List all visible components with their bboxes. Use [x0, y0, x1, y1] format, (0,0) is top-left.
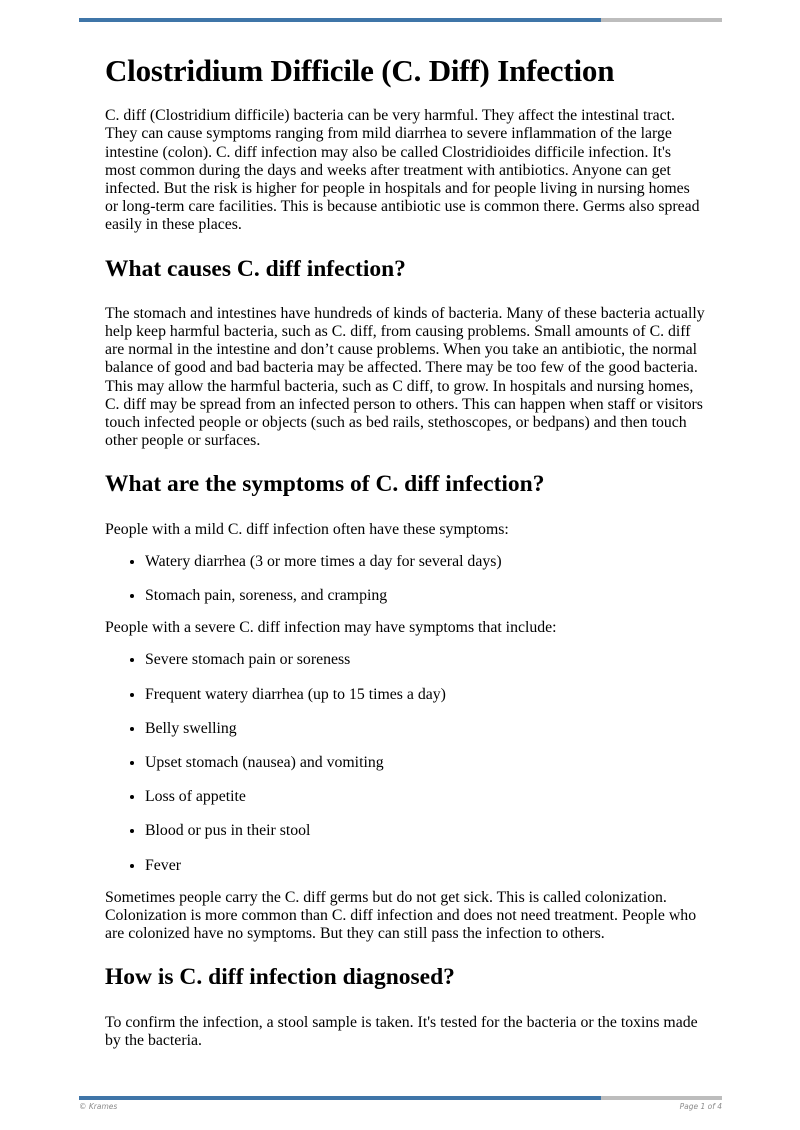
page-number: Page 1 of 4 — [679, 1102, 722, 1111]
page-footer — [79, 1102, 722, 1111]
list-item: • Upset stomach (nausea) and vomiting — [145, 754, 705, 772]
symptoms-heading: What are the symptoms of C. diff infection? — [105, 471, 545, 498]
footer-rule-accent — [79, 1096, 601, 1100]
page-title: Clostridium Difficile (C. Diff) Infection — [105, 53, 615, 88]
diagnosis-paragraph: To confirm the infection, a stool sample is taken. It's tested for the bacteria or the toxins made by the bacteria. — [105, 1013, 698, 1049]
list-item: • Belly swelling — [145, 720, 705, 738]
causes-paragraph: The stomach and intestines have hundreds of kinds of bacteria. Many of these bacteria actually help keep harmful bacteria, such as C. diff, from causing problems. Small amounts of C. diff are normal in the intestine and don’t cause problems. When you take an antibiotic, the normal balance of good and bad bacteria may be affected. There may be too few of the good bacteria. This may allow the harmful bacteria, such as C diff, to grow. In hospitals and nursing homes, C. diff may be spread from an infected person to others. This can happen when staff or visitors touch infected people or objects (such as bed rails, stethoscopes, or bedpans) and then touch other people or surfaces. — [105, 304, 705, 450]
severe-symptoms-list — [105, 651, 705, 874]
list-item: • Frequent watery diarrhea (up to 15 times a day) — [145, 686, 705, 704]
mild-symptoms-intro: People with a mild C. diff infection often have these symptoms: — [105, 520, 509, 538]
footer-rule-gray — [601, 1096, 722, 1100]
header-rule-accent — [79, 18, 601, 22]
diagnosis-heading: How is C. diff infection diagnosed? — [105, 964, 455, 991]
severe-symptoms-intro: People with a severe C. diff infection may have symptoms that include: — [105, 619, 557, 637]
header-rule — [79, 18, 722, 22]
mild-symptoms-list — [105, 553, 705, 605]
list-item: • Fever — [145, 857, 705, 875]
copyright-text: © Krames — [79, 1102, 118, 1111]
footer-rule — [79, 1096, 722, 1100]
list-item: • Stomach pain, soreness, and cramping — [145, 587, 705, 605]
document-body — [105, 52, 705, 1064]
colonization-paragraph: Sometimes people carry the C. diff germs but do not get sick. This is called colonization. Colonization is more common than C. diff infection and does not need treatment. People who are colonized have no symptoms. But they can still pass the infection to others. — [105, 888, 697, 943]
list-item: • Blood or pus in their stool — [145, 822, 705, 840]
header-rule-gray — [601, 18, 722, 22]
causes-heading: What causes C. diff infection? — [105, 255, 406, 282]
list-item: • Watery diarrhea (3 or more times a day for several days) — [145, 553, 705, 571]
intro-paragraph: C. diff (Clostridium difficile) bacteria can be very harmful. They affect the intestinal tract. They can cause symptoms ranging from mild diarrhea to severe inflammation of the large intestine (colon). C. diff infection may also be called Clostridioides difficile infection. It's most common during the days and weeks after treatment with antibiotics. Anyone can get infected. But the risk is higher for people in hospitals and for people living in nursing homes or long-term care facilities. This is because antibiotic use is common there. Germs also spread easily in these places. — [105, 107, 700, 234]
list-item: • Severe stomach pain or soreness — [145, 651, 705, 669]
list-item: • Loss of appetite — [145, 788, 705, 806]
